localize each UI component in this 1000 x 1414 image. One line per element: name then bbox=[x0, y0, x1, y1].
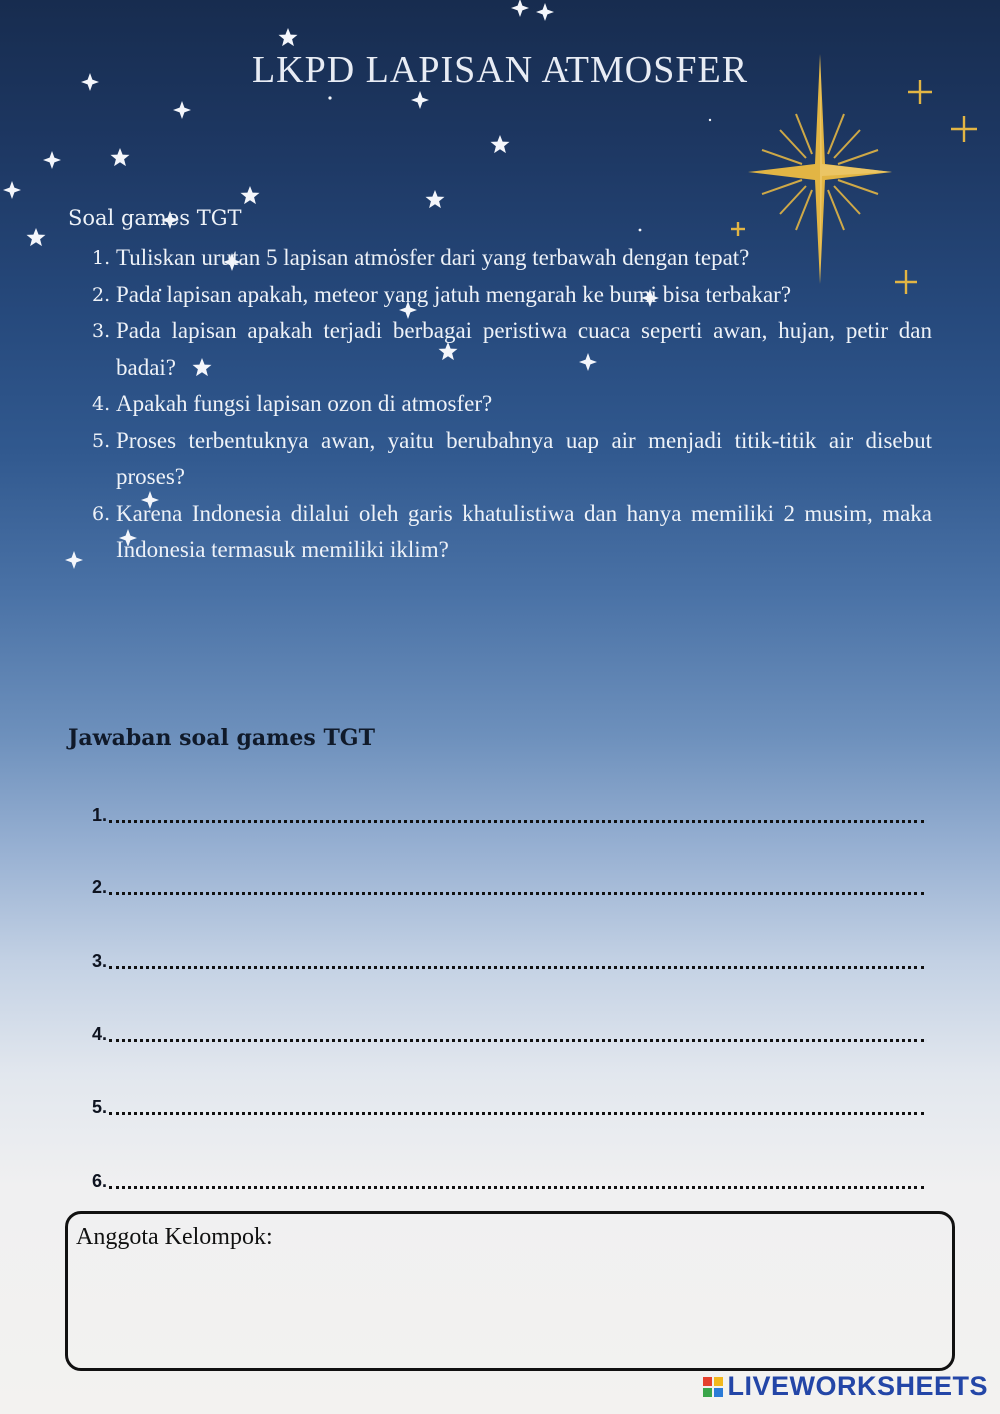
answer-number: 6. bbox=[92, 1171, 108, 1191]
liveworksheets-watermark bbox=[703, 1371, 988, 1402]
answer-number: 2. bbox=[92, 877, 108, 897]
question-number: 3. bbox=[92, 320, 111, 342]
question-text: Karena Indonesia dilalui oleh garis khatulistiwa dan hanya memiliki 2 musim, maka Indonesia termasuk memiliki iklim? bbox=[116, 500, 932, 562]
answers-heading: Jawaban soal games TGT bbox=[68, 725, 375, 751]
question-text: Pada lapisan apakah terjadi berbagai peristiwa cuaca seperti awan, hujan, petir dan badai? bbox=[116, 318, 932, 380]
question-item bbox=[92, 386, 932, 423]
question-item bbox=[92, 496, 932, 569]
answer-blank[interactable] bbox=[109, 1186, 924, 1189]
liveworksheets-logo-icon bbox=[703, 1377, 723, 1397]
watermark-text: LIVEWORKSHEETS bbox=[727, 1371, 988, 1401]
answer-line-3[interactable] bbox=[92, 946, 924, 972]
group-members-label: Anggota Kelompok: bbox=[76, 1224, 273, 1250]
answer-line-2[interactable] bbox=[92, 872, 924, 898]
question-text: Tuliskan urutan 5 lapisan atmosfer dari yang terbawah dengan tepat? bbox=[116, 245, 750, 270]
answer-line-1[interactable] bbox=[92, 800, 924, 826]
answer-number: 5. bbox=[92, 1097, 108, 1117]
questions-heading: Soal games TGT bbox=[68, 206, 242, 230]
question-item bbox=[92, 240, 932, 277]
question-text: Pada lapisan apakah, meteor yang jatuh mengarah ke bumi bisa terbakar? bbox=[116, 281, 792, 307]
answer-blank[interactable] bbox=[109, 966, 924, 969]
question-text: Apakah fungsi lapisan ozon di atmosfer? bbox=[116, 391, 493, 416]
question-number: 2. bbox=[92, 283, 111, 306]
question-text: Proses terbentuknya awan, yaitu berubahnya uap air menjadi titik-titik air disebut proses? bbox=[116, 427, 932, 489]
answer-line-5[interactable] bbox=[92, 1092, 924, 1118]
answer-number: 1. bbox=[92, 805, 108, 825]
answer-blank[interactable] bbox=[109, 1039, 924, 1042]
group-members-box[interactable] bbox=[65, 1211, 955, 1371]
question-number: 5. bbox=[92, 429, 111, 452]
answer-number: 3. bbox=[92, 951, 108, 971]
question-list bbox=[92, 240, 932, 569]
answer-number: 4. bbox=[92, 1024, 108, 1044]
answer-blank[interactable] bbox=[109, 820, 924, 823]
answer-line-6[interactable] bbox=[92, 1166, 924, 1192]
question-item bbox=[92, 277, 932, 314]
answer-blank[interactable] bbox=[109, 1112, 924, 1115]
page-title: LKPD LAPISAN ATMOSFER bbox=[251, 49, 749, 91]
question-number: 1. bbox=[92, 247, 111, 269]
question-item bbox=[92, 313, 932, 386]
answer-line-4[interactable] bbox=[92, 1019, 924, 1045]
question-number: 6. bbox=[92, 502, 111, 525]
answer-blank[interactable] bbox=[109, 892, 924, 895]
question-item bbox=[92, 423, 932, 496]
question-number: 4. bbox=[92, 393, 111, 415]
